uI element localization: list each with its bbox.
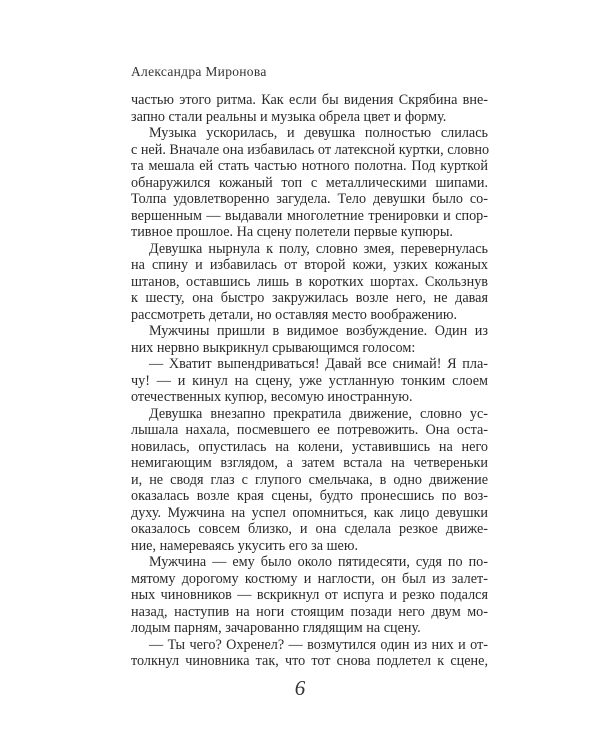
- text-line: к шесту, она быстро закружилась возле него, не давая: [131, 290, 488, 306]
- text-line: штанов, оставшись лишь в коротких шортах. Скользнув: [131, 273, 488, 290]
- text-line: вершенным — выдавали многолетние тренировки и спор-: [131, 207, 488, 224]
- text-line: рассмотреть детали, но оставляя место воображению.: [131, 306, 457, 323]
- text-line: лодым парням, зачарованно глядящим на сцену.: [131, 620, 421, 636]
- paragraph: [131, 323, 488, 356]
- paragraph: [131, 92, 488, 125]
- text-line: Мужчина — ему было около пятидесяти, судя по по-: [149, 554, 488, 570]
- paragraph: [131, 241, 488, 324]
- text-line: ных чиновников — вскрикнул от испуга и резко подался: [131, 587, 488, 603]
- text-line: назад, наступив на ноги стоящим позади него двум мо-: [131, 603, 488, 620]
- text-line: новилась, опустилась на колени, уставившись на него: [131, 438, 488, 455]
- text-line: — Ты чего? Охренел? — возмутился один из них и от-: [149, 636, 488, 653]
- text-line: Мужчины пришли в видимое возбуждение. Один из: [149, 323, 488, 339]
- paragraph: [131, 406, 488, 555]
- text-line: оказалась возле края сцены, будто пронесшись по воз-: [131, 488, 488, 504]
- text-line: отечественных купюр, весомую иностранную.: [131, 389, 413, 405]
- text-line: запно стали реальны и музыка обрела цвет и форму.: [131, 108, 447, 125]
- page-number: 6: [294, 676, 306, 700]
- text-line: Девушка внезапно прекратила движение, словно ус-: [149, 405, 488, 422]
- text-line: ние, намереваясь укусить его за шею.: [131, 537, 358, 554]
- text-line: на спину и избавилась от второй кожи, узких кожаных: [131, 257, 488, 273]
- text-line: толкнул чиновника так, что тот снова подлетел к сцене,: [131, 653, 488, 669]
- text-line: — Хватит выпендриваться! Давай все снимай! Я пла-: [149, 356, 488, 372]
- paragraph: [131, 637, 488, 670]
- text-line: лышала нахала, посмевшего ее потревожить. Она оста-: [131, 422, 488, 438]
- paragraph: [131, 125, 488, 241]
- text-line: с ней. Вначале она избавилась от латексной куртки, словно: [131, 141, 490, 158]
- text-line: обнаружился кожаный топ с металлическими шипами.: [131, 174, 488, 191]
- text-line: и, не сводя глаз с глупого смельчака, в одно движение: [131, 471, 488, 488]
- text-line: них нервно выкрикнул срывающимся голосом:: [131, 339, 416, 356]
- text-line: мятому дорогому костюму и наглости, он был из залет-: [131, 570, 488, 587]
- body-text: [131, 92, 488, 670]
- text-line: тивное прошлое. На сцену полетели первые купюры.: [131, 224, 453, 240]
- paragraph: [131, 356, 488, 406]
- text-line: духу. Мужчина на успел опомниться, как лицо девушки: [131, 504, 488, 521]
- text-line: Музыка ускорилась, и девушка полностью слилась: [149, 125, 488, 141]
- text-line: частью этого ритма. Как если бы видения Скрябина вне-: [131, 92, 488, 108]
- text-line: оказалось совсем близко, и она сделала резкое движе-: [131, 521, 488, 537]
- paragraph: [131, 554, 488, 637]
- text-line: Толпа удовлетворенно загудела. Тело девушки было со-: [131, 191, 488, 207]
- text-line: чу! — и кинул на сцену, уже устланную тонким слоем: [131, 372, 488, 389]
- text-line: та мешала ей стать частью нотного полотна. Под курткой: [131, 158, 488, 174]
- running-head-author: Александра Миронова: [131, 64, 267, 79]
- text-line: Девушка нырнула к полу, словно змея, перевернулась: [149, 240, 488, 257]
- text-line: немигающим взглядом, а затем встала на четвереньки: [131, 455, 488, 471]
